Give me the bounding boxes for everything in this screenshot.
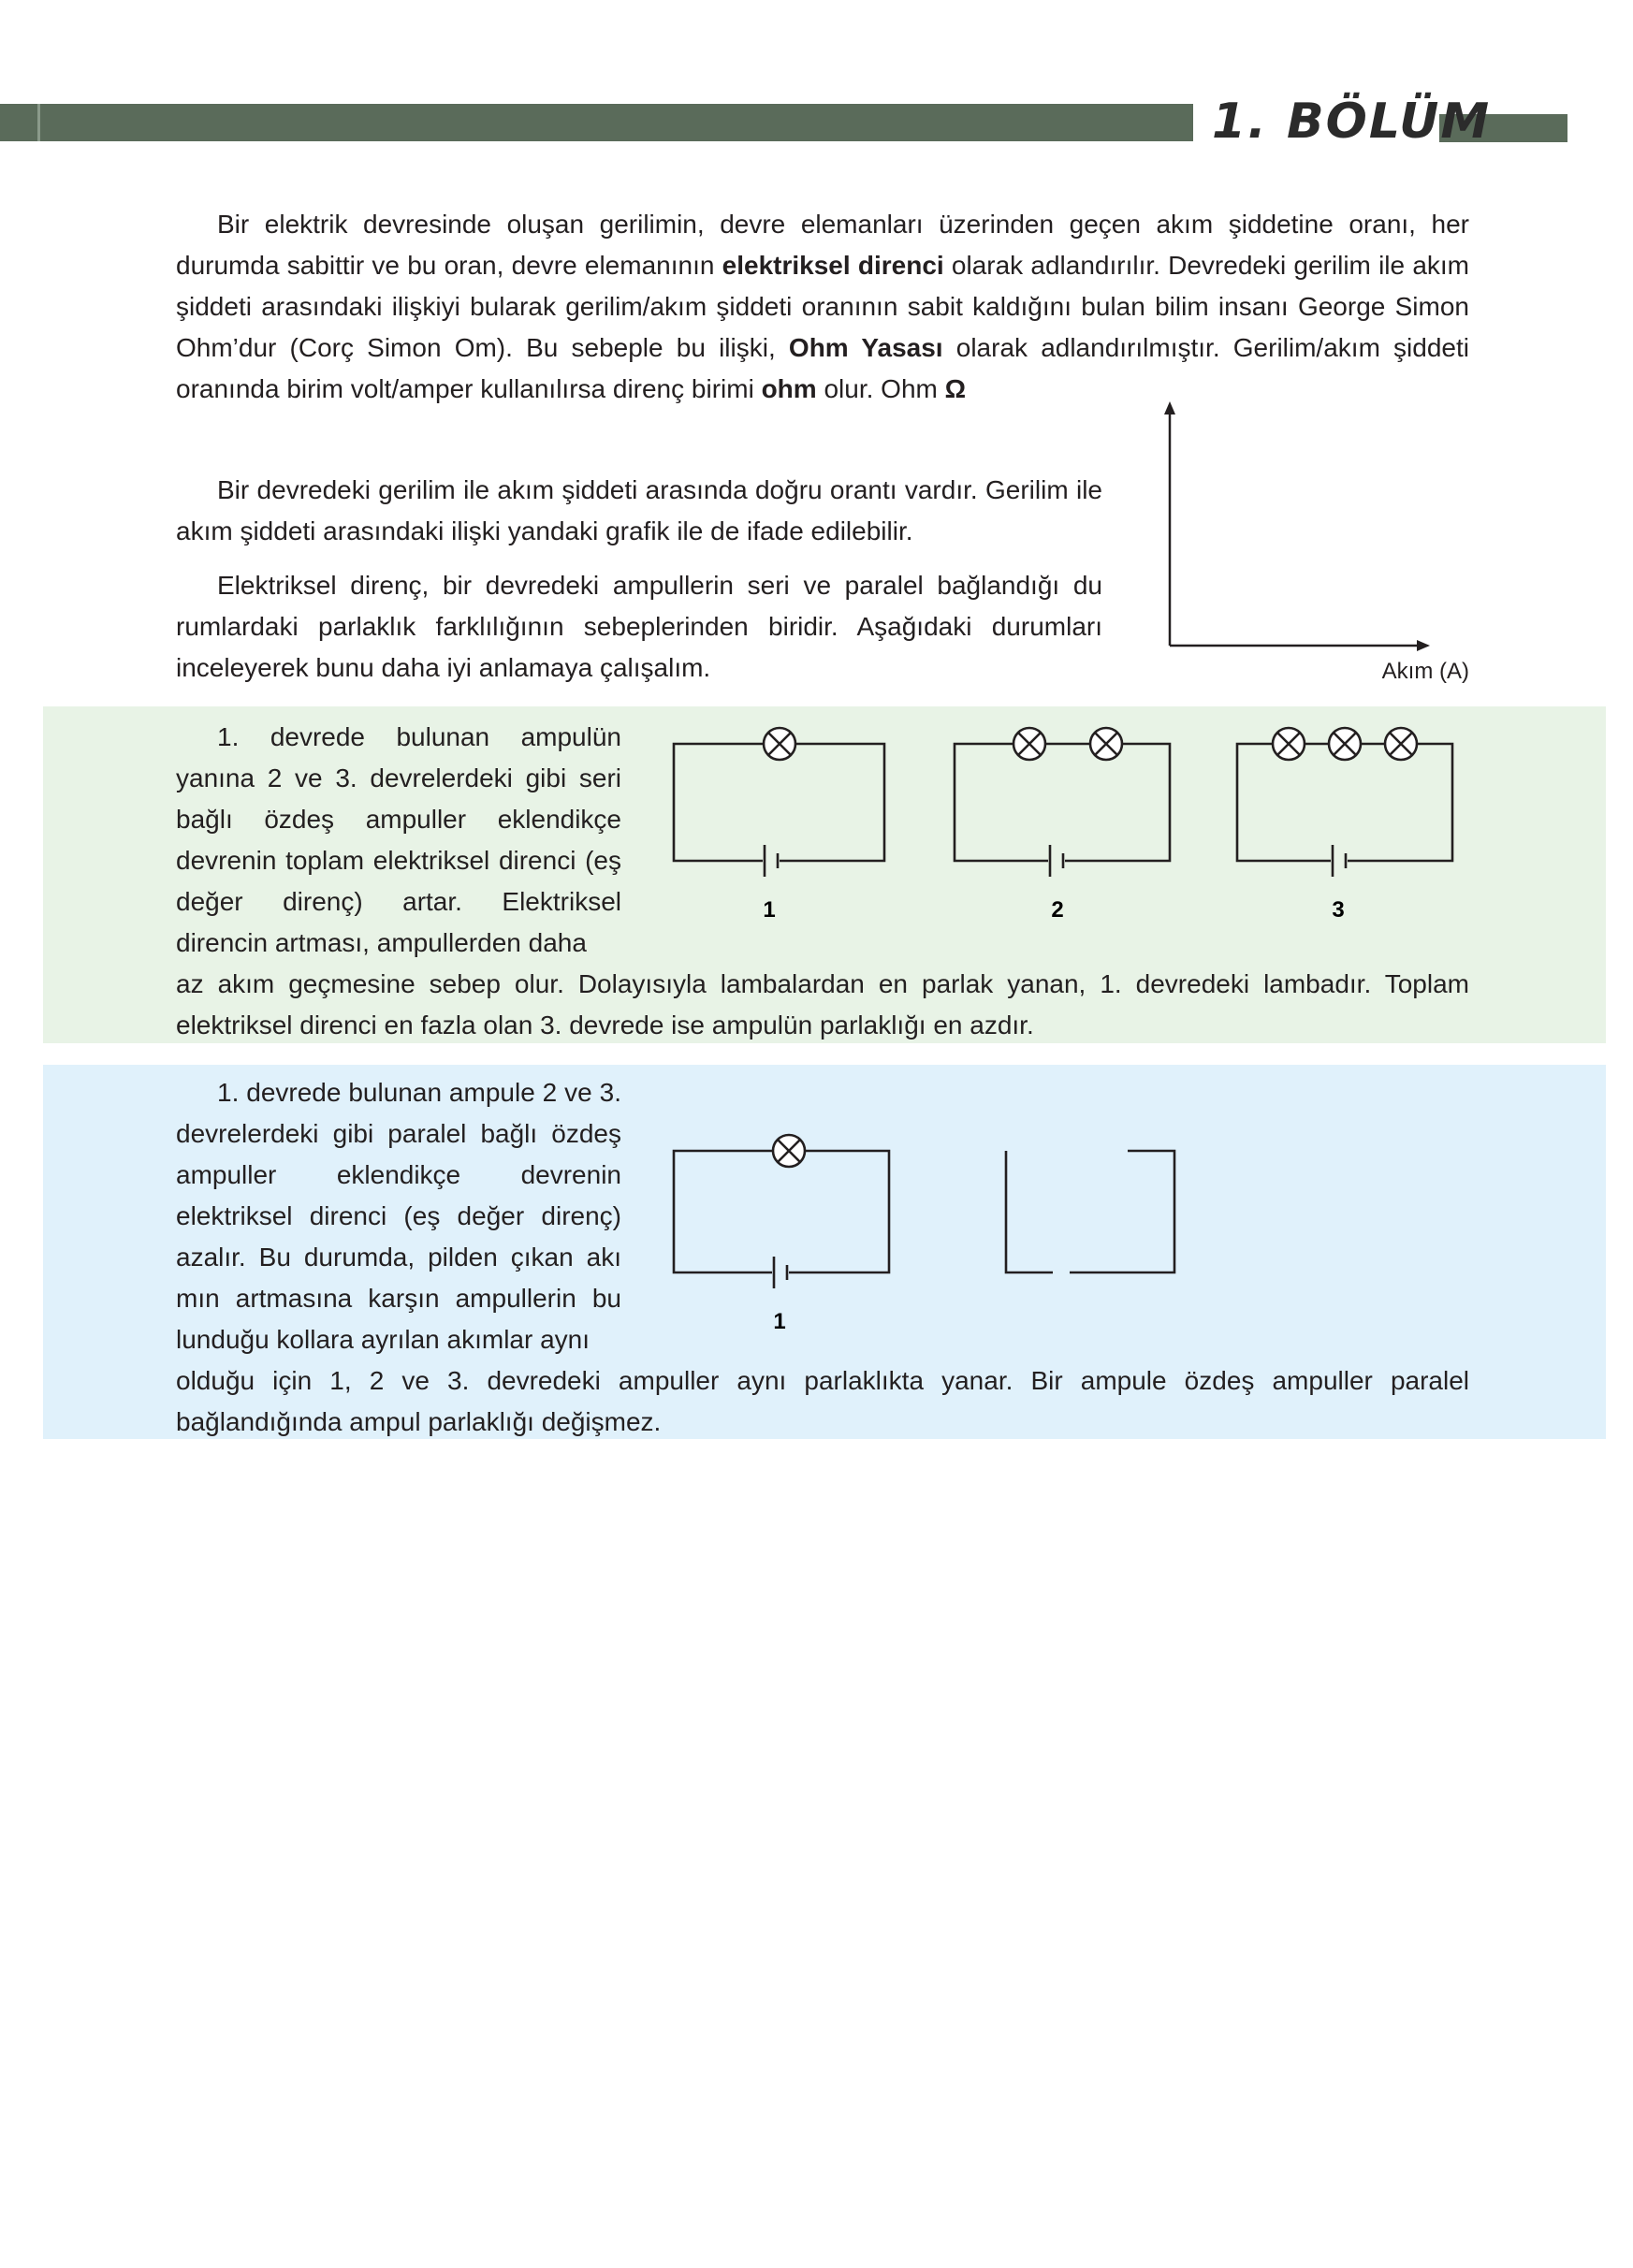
series-circuit-3 [1237, 728, 1452, 923]
header-bar-notch [37, 104, 40, 141]
series-label-3: 3 [1332, 897, 1345, 923]
series-text-a: 1. devrede bulunan ampulün yanına 2 ve 3. devrelerdeki gibi seri bağlı özdeş ampuller eklendikçe devrenin toplam elektriksel direnci (eş değer direnç) artar. Elektriksel direncin artması, ampullerden daha [176, 722, 621, 957]
series-circuits [655, 711, 1479, 936]
lamp-icon [1273, 728, 1305, 760]
graph-x-arrow [1417, 640, 1430, 651]
series-text-b: az akım geçmesine sebep olur. Dolayısıyla lambalardan en parlak yanan, 1. devredeki lambadır. Toplam elektriksel direnci en fazla olan 3. devrede ise ampulün parlaklığı en azdır. [176, 969, 1469, 1040]
graph-y-arrow [1164, 401, 1175, 414]
intro-paragraph-3: Elektriksel direnç, bir devredeki ampullerin seri ve paralel bağlandığı du rumlardaki parlaklık farklılığının sebeplerinden biridir. Aşağıdaki durumları inceleyerek bunu daha iyi anlamaya çalışalım. [176, 571, 1102, 682]
lamp-icon [1385, 728, 1417, 760]
lamp-icon [1090, 728, 1122, 760]
parallel-text-b: olduğu için 1, 2 ve 3. devredeki ampuller aynı parlaklıkta yanar. Bir ampule özdeş ampuller paralel bağlandığında ampul parlaklığı değişmez. [176, 1366, 1469, 1436]
chapter-title: 1. BÖLÜM [1212, 94, 1492, 150]
parallel-text-a: 1. devrede bulunan ampule 2 ve 3. devrelerdeki gibi paralel bağlı özdeş ampuller eklendikçe devrenin elektriksel direnci (eş değer direnç) azalır. Bu durumda, pilden çıkan akı mın artmasına karşın ampullerin bu lunduğu kollara ayrılan akımlar aynı [176, 1078, 621, 1354]
lamp-icon [1329, 728, 1361, 760]
lamp-icon [1013, 728, 1045, 760]
series-circuit-2 [955, 728, 1170, 923]
lamp-icon [764, 728, 795, 760]
series-circuit-1 [674, 728, 884, 923]
ohm-graph [1151, 398, 1488, 688]
parallel-circuits [655, 1076, 1479, 1347]
parallel-label-1: 1 [773, 1309, 786, 1334]
lamp-icon [773, 1135, 805, 1167]
parallel-circuit-2 [1006, 1151, 1174, 1272]
graph-x-label: Akım (A) [1381, 659, 1469, 684]
header-bar [0, 104, 1193, 141]
series-label-1: 1 [763, 897, 776, 923]
parallel-circuit-1 [674, 1135, 889, 1334]
intro-paragraph-1: Bir elektrik devresinde oluşan gerilimin, devre elemanları üzerinden geçen akım şiddetine oranı, her durumda sabittir ve bu oran, devre elemanının elektriksel direnci olarak adlandırılır. Devredeki gerilim ile akım şiddeti arasındaki ilişkiyi bularak gerilim/akım şiddeti oranının sabit kaldığını bulan bilim insanı George Simon Ohm’dur (Corç Simon Om). Bu sebeple bu ilişki, Ohm Yasası olarak adlandırılmıştır. Gerilim/akım şiddeti oranında birim volt/amper kullanılırsa direnç birimi ohm olur. Ohm Ω [176, 210, 1469, 403]
intro-paragraph-2: Bir devredeki gerilim ile akım şiddeti arasında doğru orantı vardır. Gerilim ile akım şiddeti arasındaki ilişki yandaki grafik ile de ifade edilebilir. [176, 475, 1102, 545]
series-label-2: 2 [1051, 897, 1064, 923]
